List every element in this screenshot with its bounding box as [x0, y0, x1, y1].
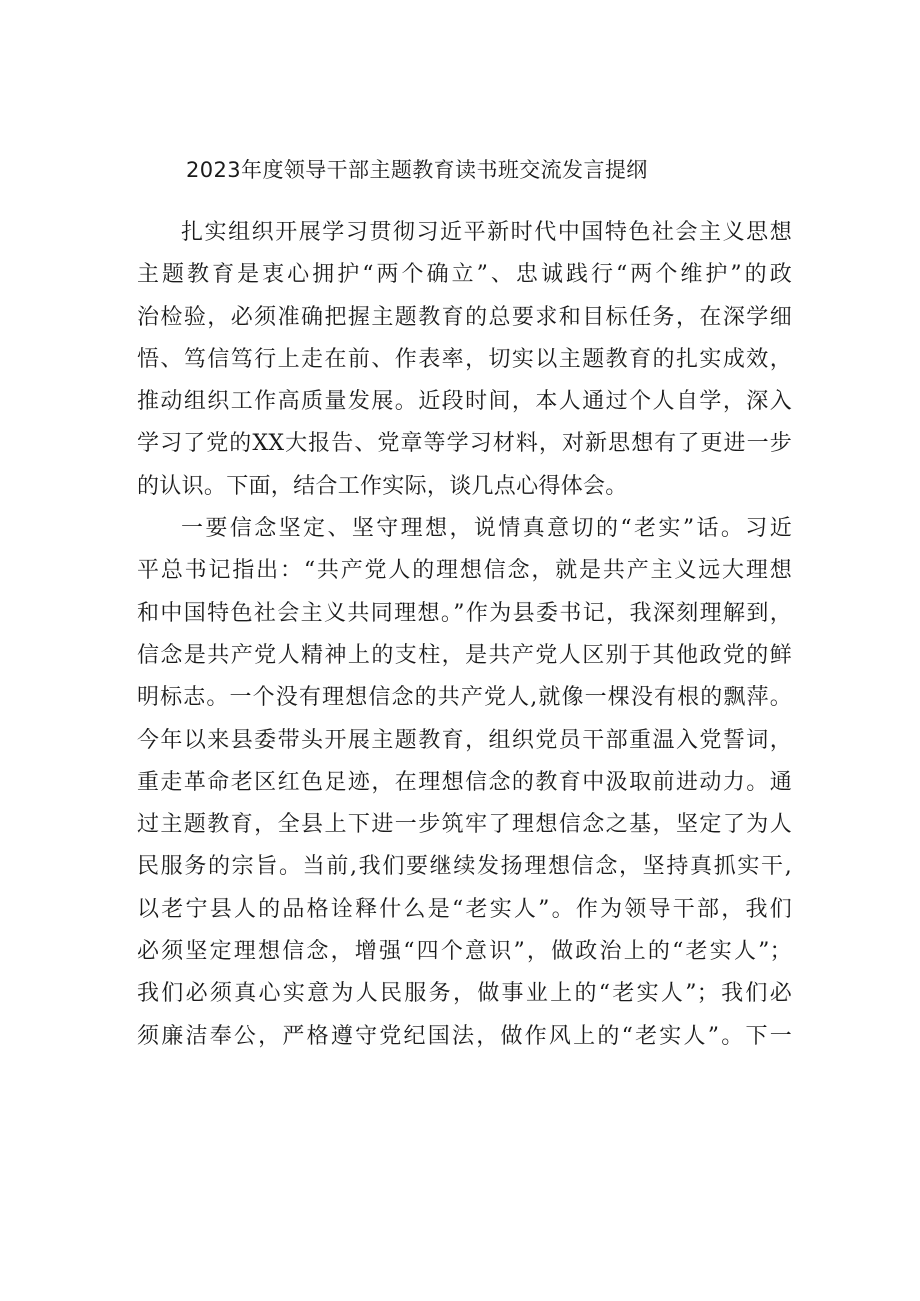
paragraph-2-line-11: 必须坚定理想信念，增强“四个意识”，做政治上的“老实人”； — [137, 939, 792, 965]
paragraph-2-line-12: 我们必须真心实意为人民服务，做事业上的“老实人”；我们必 — [137, 981, 792, 1007]
paragraph-1-line-2: 主题教育是衷心拥护“两个确立”、忠诚践行“两个维护”的政 — [137, 262, 792, 288]
paragraph-1-line-5: 推动组织工作高质量发展。近段时间，本人通过个人自学，深入 — [137, 389, 792, 415]
paragraph-2-line-5: 明标志。一个没有理想信念的共产党人,就像一棵没有根的飘萍。 — [137, 685, 792, 711]
paragraph-1-line-4: 悟、笃信笃行上走在前、作表率，切实以主题教育的扎实成效， — [137, 346, 792, 372]
paragraph-2-line-1: 一要信念坚定、坚守理想，说情真意切的“老实”话。习近 — [181, 516, 792, 542]
paragraph-1-line-1: 扎实组织开展学习贯彻习近平新时代中国特色社会主义思想 — [181, 220, 792, 245]
document-body — [137, 212, 792, 1058]
paragraph-2-line-8: 过主题教育，全县上下进一步筑牢了理想信念之基，坚定了为人 — [137, 812, 792, 838]
paragraph-2-line-7: 重走革命老区红色足迹，在理想信念的教育中汲取前进动力。通 — [137, 769, 792, 795]
paragraph-2-line-6: 今年以来县委带头开展主题教育，组织党员干部重温入党誓词， — [137, 727, 792, 753]
paragraph-2-line-3: 和中国特色社会主义共同理想。”作为县委书记，我深刻理解到， — [137, 600, 792, 626]
paragraph-2-line-13: 须廉洁奉公，严格遵守党纪国法，做作风上的“老实人”。下一 — [137, 1023, 792, 1049]
paragraph-2-line-9: 民服务的宗旨。当前,我们要继续发扬理想信念，坚持真抓实干, — [137, 854, 792, 880]
paragraph-2-line-4: 信念是共产党人精神上的支柱，是共产党人区别于其他政党的鲜 — [137, 642, 792, 668]
paragraph-1-line-6: 学习了党的XX大报告、党章等学习材料，对新思想有了更进一步 — [137, 431, 792, 457]
paragraph-1-line-7: 的认识。下面，结合工作实际，谈几点心得体会。 — [137, 473, 628, 499]
paragraph-2-line-2: 平总书记指出：“共产党人的理想信念，就是共产主义远大理想 — [137, 558, 792, 584]
document-title: 2023年度领导干部主题教育读书班交流发言提纲 — [186, 158, 648, 182]
paragraph-1-line-3: 治检验，必须准确把握主题教育的总要求和目标任务，在深学细 — [137, 304, 792, 330]
paragraph-2-line-10: 以老宁县人的品格诠释什么是“老实人”。作为领导干部，我们 — [137, 896, 792, 922]
